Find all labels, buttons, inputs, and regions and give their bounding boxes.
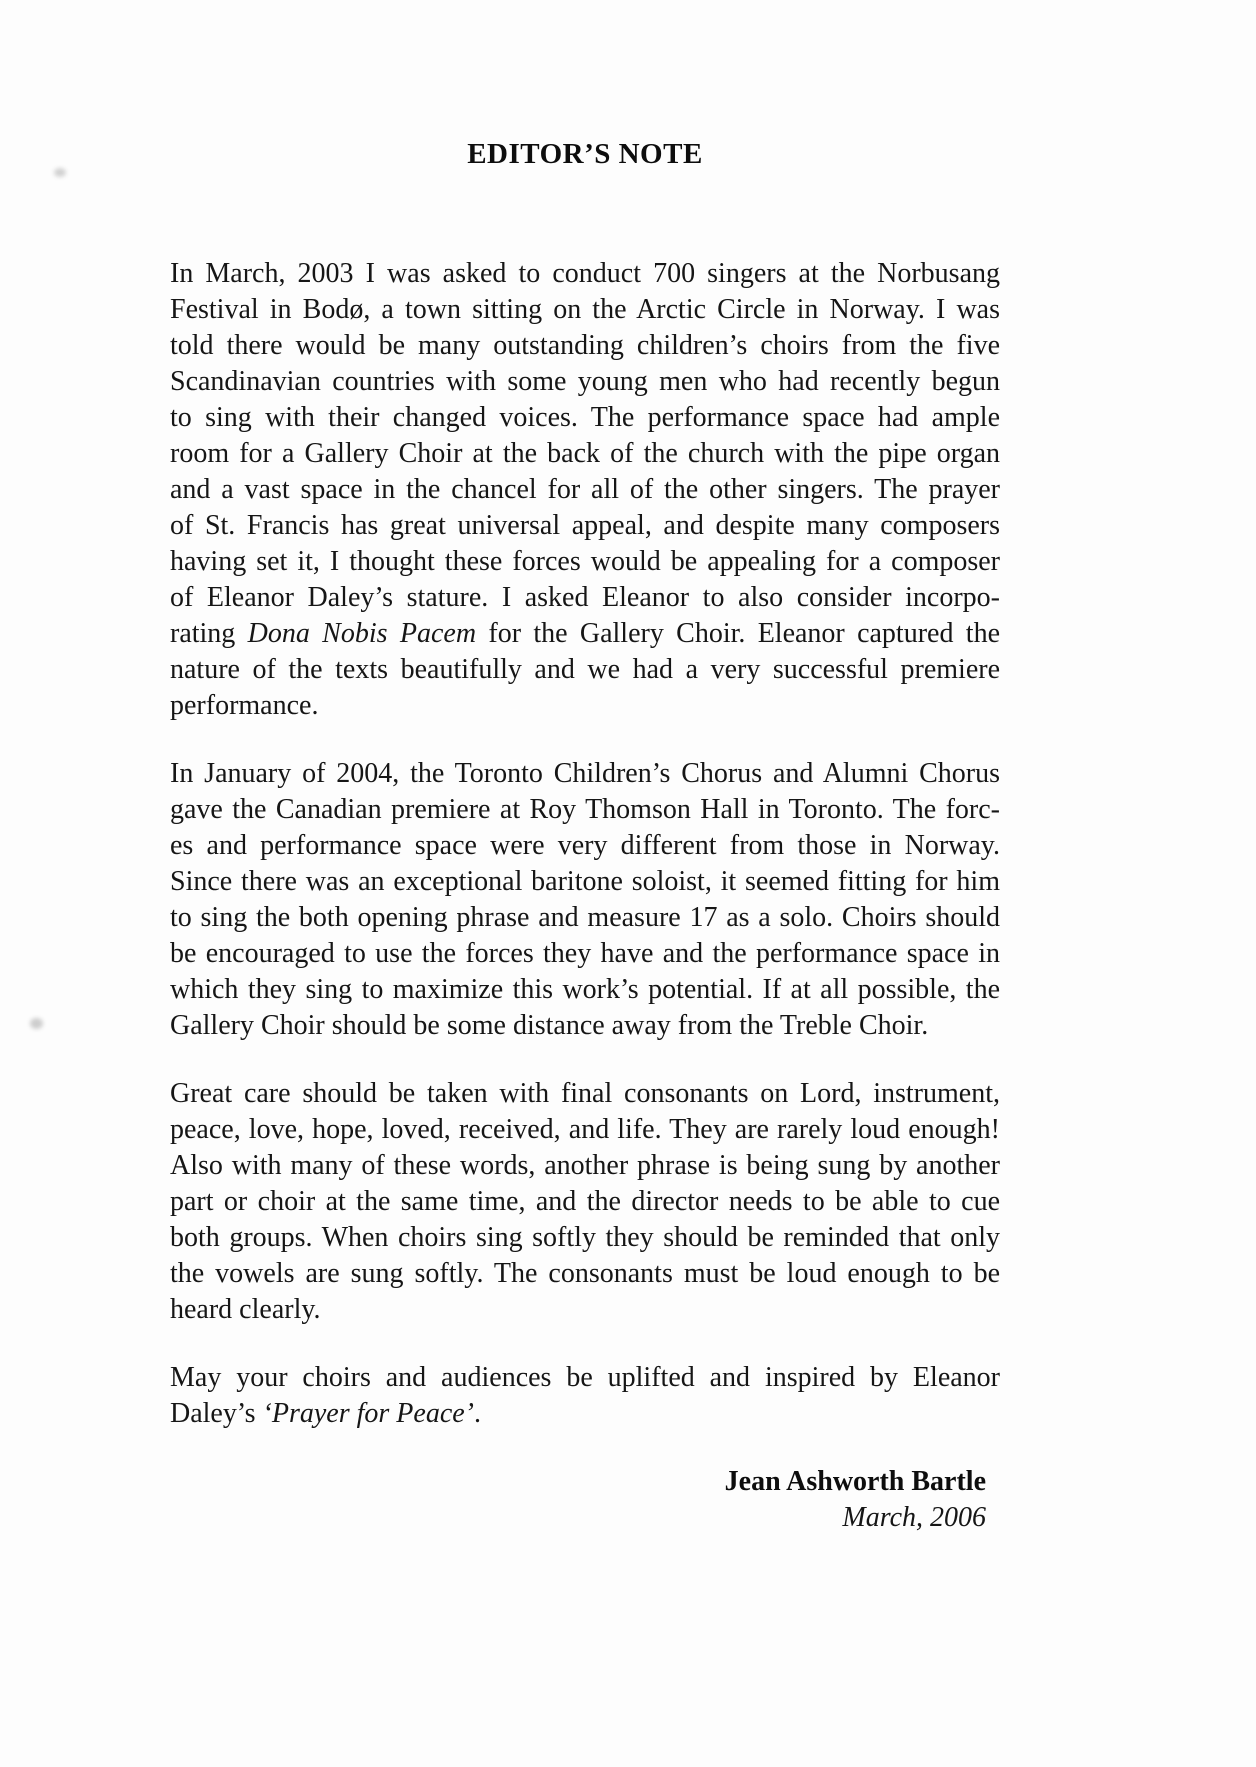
paragraph-norway-premiere — [170, 256, 1000, 724]
text-line: both groups. When choirs sing softly they should be reminded that only — [170, 1222, 1000, 1253]
signature-block — [170, 1464, 1000, 1536]
text-line: Daley’s ‘Prayer for Peace’. — [170, 1398, 481, 1429]
text-line: the vowels are sung softly. The consonants must be loud enough to be — [170, 1258, 1000, 1289]
text-line: gave the Canadian premiere at Roy Thomson Hall in Toronto. The forc- — [170, 794, 1000, 825]
text-line: Since there was an exceptional baritone soloist, it seemed fitting for him — [170, 866, 1000, 897]
text-line: nature of the texts beautifully and we had a very successful premiere — [170, 654, 1000, 685]
note-body — [170, 256, 1000, 1536]
text-line: In March, 2003 I was asked to conduct 700 singers at the Norbusang — [170, 258, 1000, 289]
paragraph-toronto-premiere — [170, 756, 1000, 1044]
text-line: Also with many of these words, another phrase is being sung by another — [170, 1150, 1000, 1181]
text-line: Scandinavian countries with some young men who had recently begun — [170, 366, 1000, 397]
text-line: told there would be many outstanding children’s choirs from the five — [170, 330, 1000, 361]
text-line: performance. — [170, 690, 319, 721]
text-line: which they sing to maximize this work’s potential. If at all possible, the — [170, 974, 1000, 1005]
text-line: In January of 2004, the Toronto Children’s Chorus and Alumni Chorus — [170, 758, 1000, 789]
paragraph-closing — [170, 1360, 1000, 1432]
scan-speck — [54, 168, 66, 177]
text-line: heard clearly. — [170, 1294, 321, 1325]
text-line: be encouraged to use the forces they have and the performance space in — [170, 938, 1000, 969]
text-line: room for a Gallery Choir at the back of the church with the pipe organ — [170, 438, 1000, 469]
signature-name: Jean Ashworth Bartle — [724, 1466, 986, 1497]
text-line: of Eleanor Daley’s stature. I asked Eleanor to also consider incorpo- — [170, 582, 1000, 613]
text-line: to sing the both opening phrase and measure 17 as a solo. Choirs should — [170, 902, 1000, 933]
text-line: rating Dona Nobis Pacem for the Gallery Choir. Eleanor captured the — [170, 618, 1000, 649]
text-line: of St. Francis has great universal appeal, and despite many composers — [170, 510, 1000, 541]
text-line: part or choir at the same time, and the director needs to be able to cue — [170, 1186, 1000, 1217]
text-line: Gallery Choir should be some distance away from the Treble Choir. — [170, 1010, 929, 1041]
text-line: to sing with their changed voices. The performance space had ample — [170, 402, 1000, 433]
text-line: May your choirs and audiences be uplifted and inspired by Eleanor — [170, 1362, 1000, 1393]
signature-date: March, 2006 — [842, 1502, 986, 1533]
text-line: es and performance space were very different from those in Norway. — [170, 830, 1000, 861]
scan-speck — [30, 1018, 43, 1029]
paragraph-performance-advice — [170, 1076, 1000, 1328]
text-line: Festival in Bodø, a town sitting on the Arctic Circle in Norway. I was — [170, 294, 1000, 325]
text-line: and a vast space in the chancel for all of the other singers. The prayer — [170, 474, 1000, 505]
page-title: EDITOR’S NOTE — [467, 138, 703, 170]
text-line: Great care should be taken with final consonants on Lord, instrument, — [170, 1078, 1000, 1109]
text-line: peace, love, hope, loved, received, and life. They are rarely loud enough! — [170, 1114, 1000, 1145]
text-line: having set it, I thought these forces would be appealing for a composer — [170, 546, 1000, 577]
